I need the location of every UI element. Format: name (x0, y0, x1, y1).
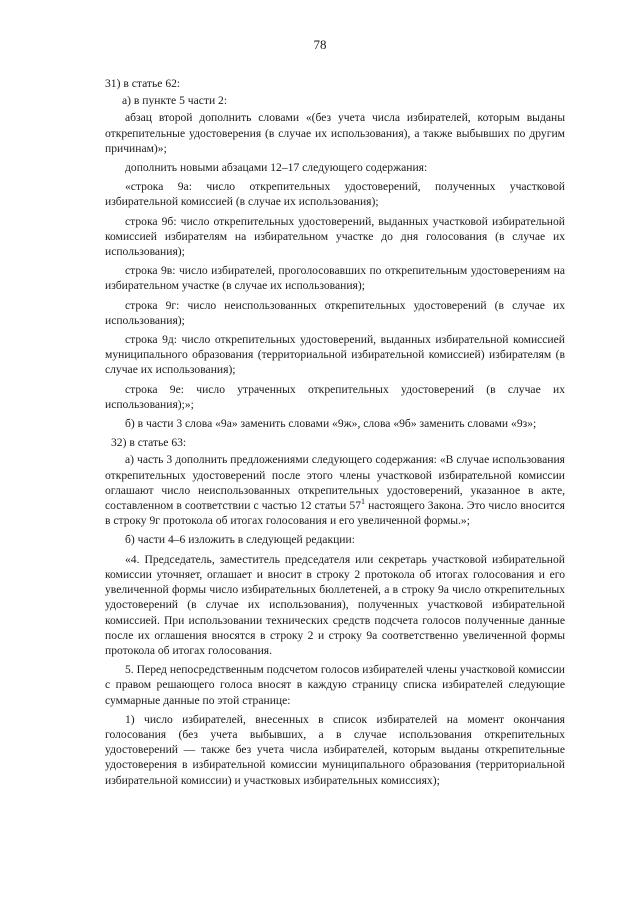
document-body (105, 76, 565, 792)
list-item-31: 31) в статье 62: (105, 77, 181, 90)
subitem-b-article-63: б) части 4–6 изложить в следующей редакции: (125, 533, 355, 547)
superscript-one: 1 (361, 497, 366, 507)
page-number: 78 (313, 37, 327, 52)
paragraph-point-1: 1) число избирателей, внесенных в список избирателей на момент окончания голосования (без учета выбывших, а в случае использования открепительных удостоверений — также без учета числа избирателей, которым выданы открепительные удостоверения в избирательной комиссии муниципального образования (территориальной избирательной комиссии) и участковых избирательных комиссиях); (105, 712, 565, 787)
paragraph-new-abzacy: дополнить новыми абзацами 12–17 следующего содержания: (125, 161, 428, 175)
paragraph-part-5: 5. Перед непосредственным подсчетом голосов избирателей члены участковой комиссии с правом решающего голоса вносят в каждую страницу списка избирателей следующие суммарные данные по этой странице: (105, 663, 565, 707)
list-item-32: 32) в статье 63: (111, 436, 187, 450)
paragraph-abzac-vtoroi: абзац второй дополнить словами «(без учета числа избирателей, которым выданы открепительные удостоверения (в случае их использования), а также выбывших по другим причинам)»; (105, 111, 565, 155)
subitem-a-text-start: а) часть 3 дополнить предложениями следующего содержания: «В случае использования открепительных удостоверений после этого члены участковой избирательной комиссии оглашают число неиспользованных открепительных удостоверений, указанное в акте, составленном в соответствии с частью 12 статьи 57 (105, 453, 565, 513)
paragraph-stroka-9g: строка 9г: число неиспользованных открепительных удостоверений (в случае их использования); (105, 298, 565, 327)
paragraph-stroka-9d: строка 9д: число открепительных удостоверений, выданных избирательной комиссией муниципального образования (территориальной избирательной комиссией) избирателям (в случае их использования); (105, 333, 565, 377)
paragraph-stroka-9a: «строка 9а: число открепительных удостоверений, полученных участковой избирательной комиссией (в случае их использования); (105, 180, 565, 209)
subitem-a-article-62: а) в пункте 5 части 2: (122, 94, 228, 108)
paragraph-part-4: «4. Председатель, заместитель председателя или секретарь участковой избирательной комиссии уточняет, оглашает и вносит в строку 2 протокола об итогах голосования и его увеличенной формы число избирательных бюллетеней, а в строку 9а число открепительных удостоверений (в случае их использования), полученных участковой избирательной комиссией. При использовании технических средств подсчета голосов полученные данные после их оглашения вносятся в строку 2 и строку 9а соответственно увеличенной формы протокола об итогах голосования. (105, 552, 565, 657)
paragraph-stroka-9v: строка 9в: число избирателей, проголосовавших по открепительным удостоверениям на избирательном участке (в случае их использования); (105, 264, 565, 293)
paragraph-stroka-9e: строка 9е: число утраченных открепительных удостоверений (в случае их использования);»; (105, 382, 565, 411)
paragraph-stroka-9b: строка 9б: число открепительных удостоверений, выданных участковой избирательной комиссией избирателям на избирательном участке до дня голосования (в случае их использования); (105, 214, 565, 259)
subitem-a-text-end: настоящего Закона. Это число вносится в строку 9г протокола об итогах голосования и его увеличенной формы.»; (105, 499, 565, 528)
subitem-a-article-63 (105, 452, 565, 528)
subitem-b-article-62: б) в части 3 слова «9а» заменить словами «9ж», слова «9б» заменить словами «9з»; (125, 417, 537, 431)
